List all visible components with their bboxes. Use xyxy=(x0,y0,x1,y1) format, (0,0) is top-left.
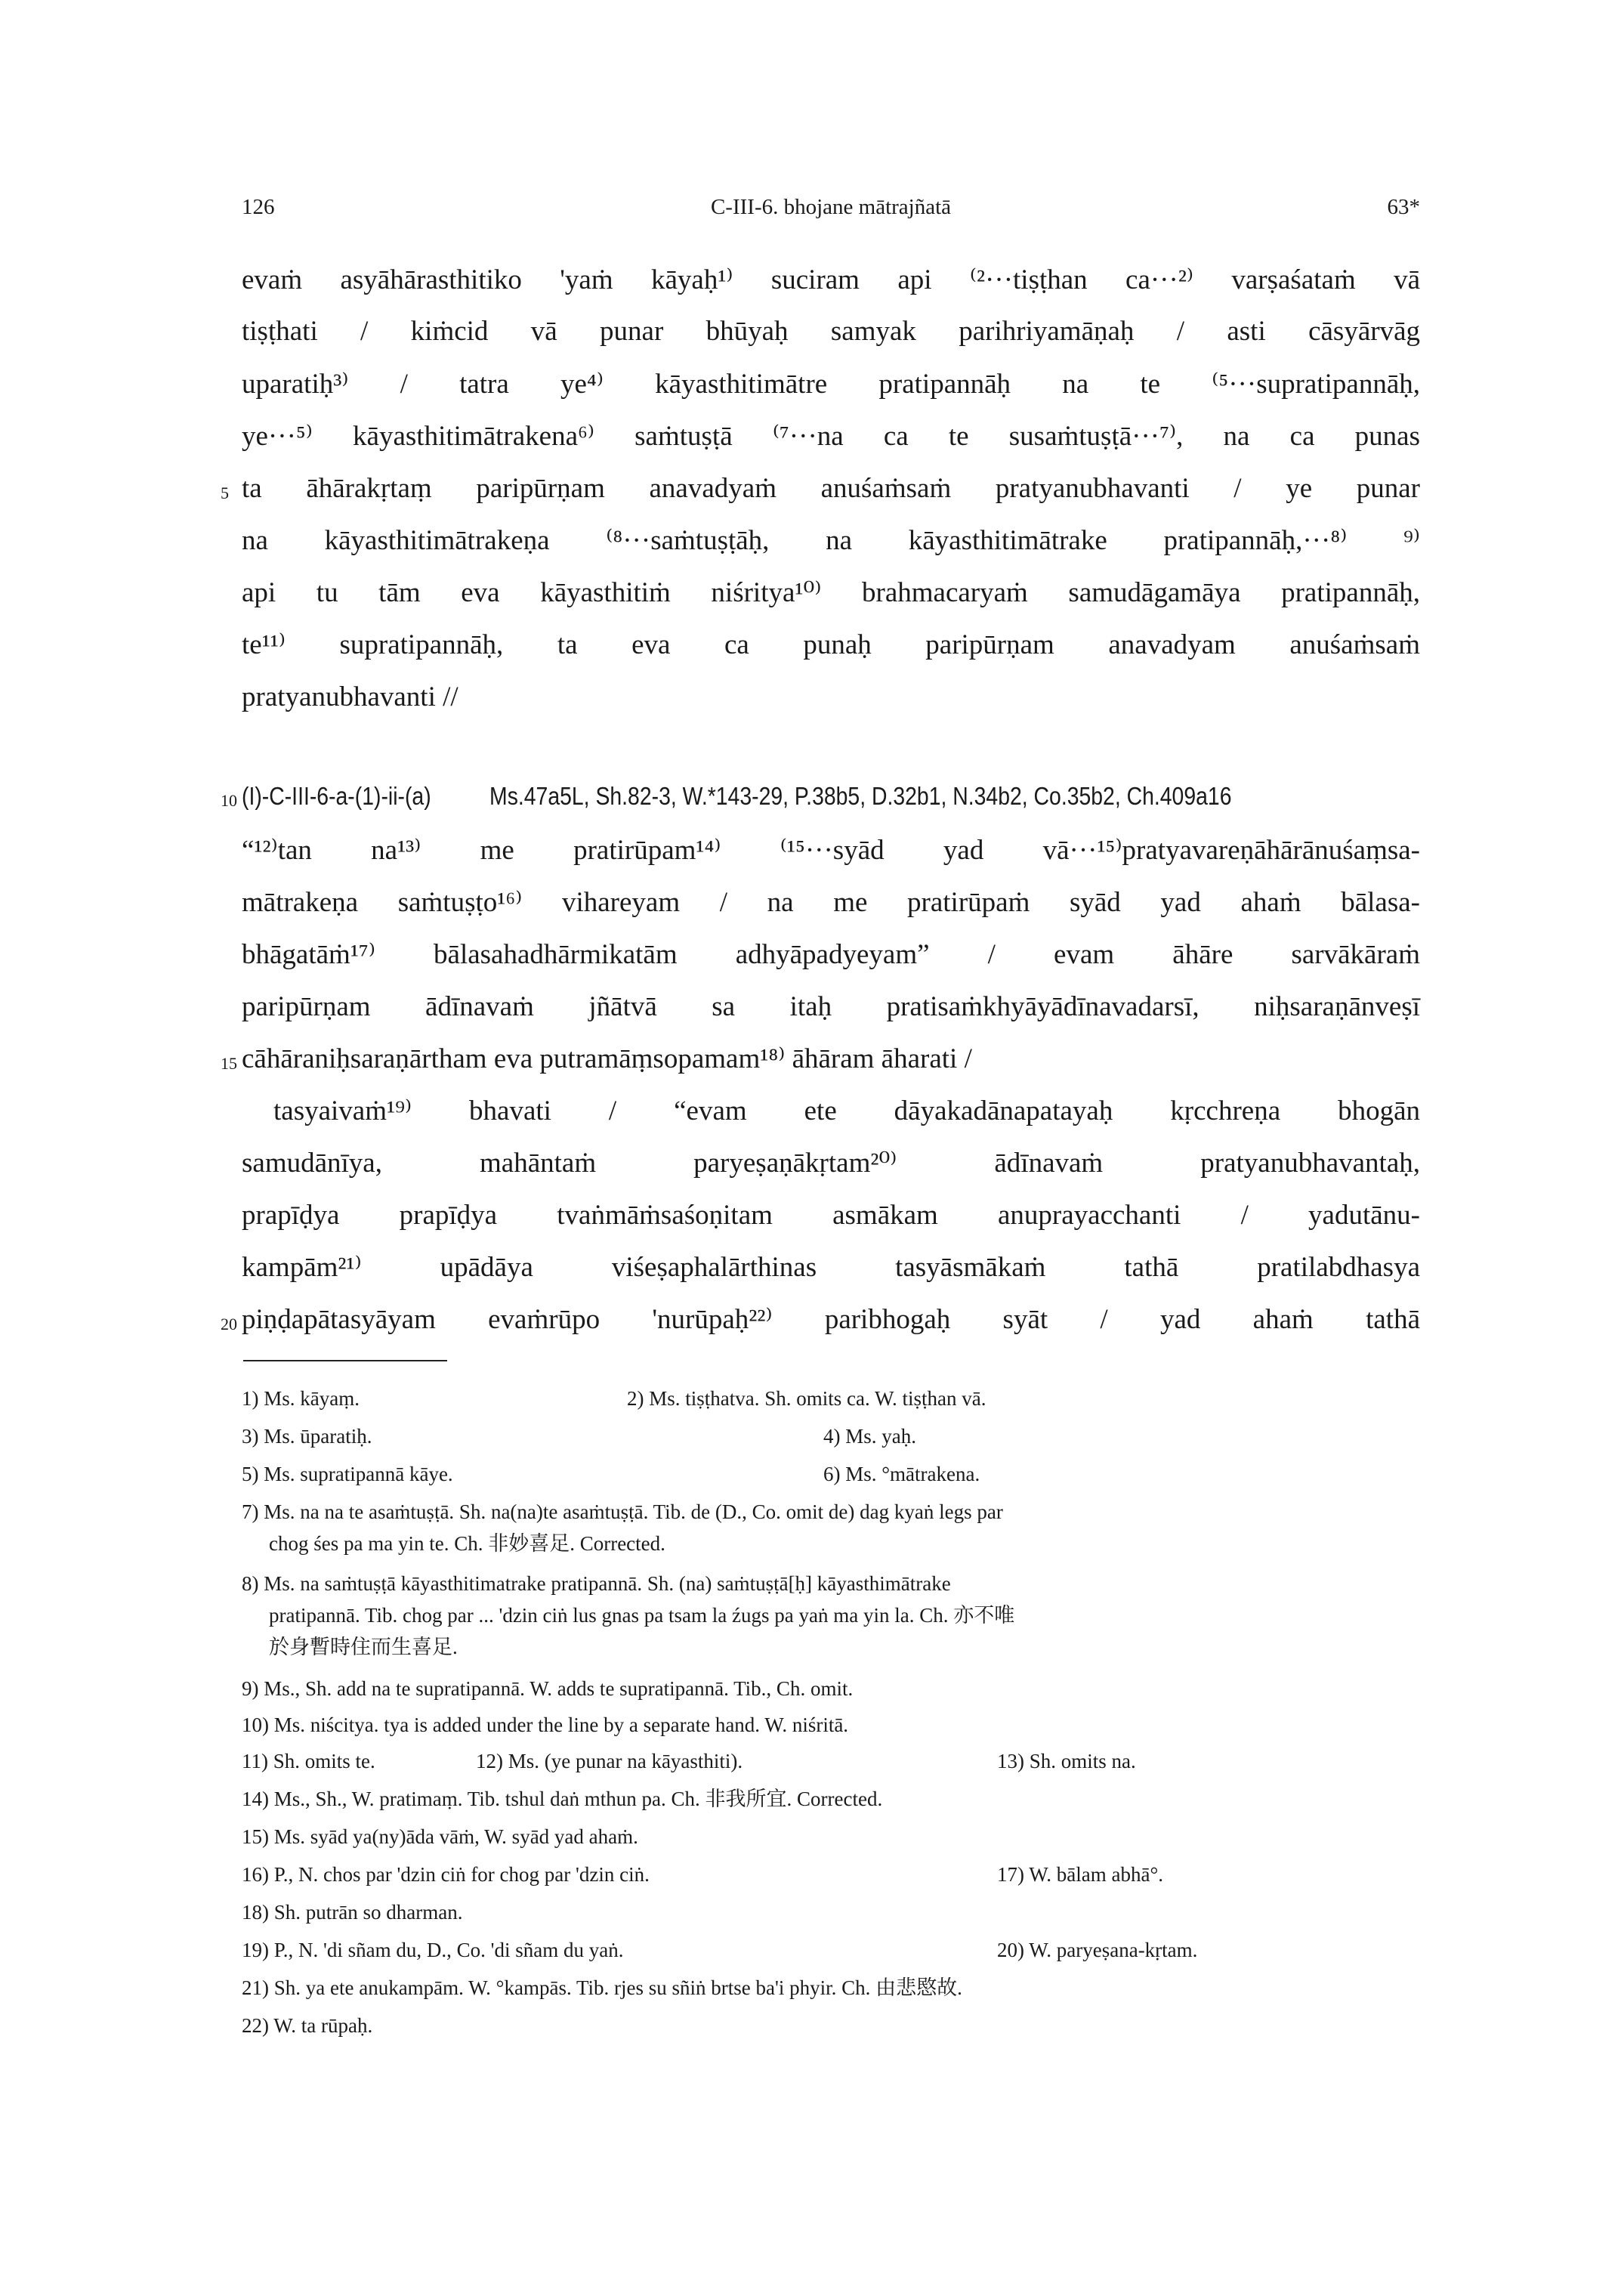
footnote: 1) Ms. kāyaṃ. xyxy=(242,1387,360,1410)
text-line: te¹¹⁾ supratipannāḥ, ta eva ca punaḥ paripūrṇam anavadyam anuśaṁsaṁ xyxy=(242,629,1420,660)
text-line: evaṁ asyāhārasthitiko 'yaṁ kāyaḥ¹⁾ suciram api ⁽²···tiṣṭhan ca···²⁾ varṣaśataṁ vā xyxy=(242,264,1420,295)
running-header xyxy=(242,195,1420,225)
footnote: 20) W. paryeṣana-kṛtam. xyxy=(997,1939,1198,1961)
text-line: prapīḍya prapīḍya tvaṅmāṁsaśoṇitam asmākam anuprayacchanti / yadutānu- xyxy=(242,1200,1420,1231)
footnote: 15) Ms. syād ya(ny)āda vāṁ, W. syād yad ahaṁ. xyxy=(242,1825,638,1848)
footnote: 5) Ms. supratipannā kāye. xyxy=(242,1463,453,1485)
manuscript-references: Ms.47a5L, Sh.82-3, W.*143-29, P.38b5, D.32b1, N.34b2, Co.35b2, Ch.409a16 xyxy=(489,782,1232,810)
text-line: ta āhārakṛtaṃ paripūrṇam anavadyaṁ anuśaṁsaṁ pratyanubhavanti / ye punar xyxy=(242,473,1420,504)
footnote: 9) Ms., Sh. add na te supratipannā. W. adds te supratipannā. Tib., Ch. omit. xyxy=(242,1677,854,1700)
text-line: tiṣṭhati / kiṁcid vā punar bhūyaḥ samyak parihriyamāṇaḥ / asti cāsyārvāg xyxy=(242,316,1420,347)
text-line: paripūrṇam ādīnavaṁ jñātvā sa itaḥ pratisaṁkhyāyādīnavadarsī, niḥsaraṇānveṣī xyxy=(242,991,1420,1022)
text-line: samudānīya, mahāntaṁ paryeṣaṇākṛtam²⁰⁾ ādīnavaṁ pratyanubhavantaḥ, xyxy=(242,1148,1420,1179)
line-number: 15 xyxy=(221,1054,237,1073)
footnote: 21) Sh. ya ete anukampām. W. °kampās. Tib. rjes su sñiṅ brtse ba'i phyir. Ch. 由悲愍故. xyxy=(242,1976,962,1999)
section-heading xyxy=(242,782,1255,811)
text-line: bhāgatāṁ¹⁷⁾ bālasahadhārmikatām adhyāpadyeyam” / evam āhāre sarvākāraṁ xyxy=(242,939,1420,970)
footnote: 14) Ms., Sh., W. pratimaṃ. Tib. tshul daṅ mthun pa. Ch. 非我所宜. Corrected. xyxy=(242,1788,883,1810)
footnote: 6) Ms. °mātrakena. xyxy=(823,1463,980,1485)
line-number: 5 xyxy=(221,484,229,502)
footnote: 3) Ms. ūparatiḥ. xyxy=(242,1425,372,1448)
text-line: uparatiḥ³⁾ / tatra ye⁴⁾ kāyasthitimātre pratipannāḥ na te ⁽⁵···supratipannāḥ, xyxy=(242,369,1420,400)
text-line: mātrakeṇa saṁtuṣṭo¹⁶⁾ vihareyam / na me pratirūpaṁ syād yad ahaṁ bālasa- xyxy=(242,887,1420,918)
section-id: (I)-C-III-6-a-(1)-ii-(a) xyxy=(242,782,431,810)
footnote: 16) P., N. chos par 'dzin ciṅ for chog par 'dzin ciṅ. xyxy=(242,1863,650,1886)
footnote: 12) Ms. (ye punar na kāyasthiti). xyxy=(476,1750,743,1772)
text-line: api tu tām eva kāyasthitiṁ niśritya¹⁰⁾ brahmacaryaṁ samudāgamāya pratipannāḥ, xyxy=(242,577,1420,608)
footnote: 2) Ms. tiṣṭhatva. Sh. omits ca. W. tiṣṭhan vā. xyxy=(627,1387,986,1410)
footnote: 17) W. bālam abhā°. xyxy=(997,1863,1163,1886)
text-line: piṇḍapātasyāyam evaṁrūpo 'nurūpaḥ²²⁾ paribhogaḥ syāt / yad ahaṁ tathā xyxy=(242,1304,1420,1335)
footnote-continuation: pratipannā. Tib. chog par ... 'dzin ciṅ lus gnas pa tsam la źugs pa yaṅ ma yin la. Ch. 亦不唯 xyxy=(269,1604,1015,1627)
footnote: 19) P., N. 'di sñam du, D., Co. 'di sñam du yaṅ. xyxy=(242,1939,624,1961)
text-line: pratyanubhavanti // xyxy=(242,681,458,712)
footnote-rule xyxy=(243,1360,447,1361)
text-line: cāhāraniḥsaraṇārtham eva putramāṃsopamam¹⁸⁾ āhāram āharati / xyxy=(242,1043,972,1074)
footnote-continuation: 於身暫時住而生喜足. xyxy=(269,1636,458,1658)
text-line: kampām²¹⁾ upādāya viśeṣaphalārthinas tasyāsmākaṁ tathā pratilabdhasya xyxy=(242,1252,1420,1283)
line-number: 20 xyxy=(221,1315,237,1333)
footnote: 11) Sh. omits te. xyxy=(242,1750,375,1772)
text-line: na kāyasthitimātrakeṇa ⁽⁸···saṁtuṣṭāḥ, na kāyasthitimātrake pratipannāḥ,···⁸⁾ ⁹⁾ xyxy=(242,525,1420,556)
page-number: 126 xyxy=(242,195,275,219)
footnote: 4) Ms. yaḥ. xyxy=(823,1425,916,1448)
footnote: 13) Sh. omits na. xyxy=(997,1750,1136,1772)
text-line: ye···⁵⁾ kāyasthitimātrakena⁶⁾ saṁtuṣṭā ⁽⁷···na ca te susaṁtuṣṭā···⁷⁾, na ca punas xyxy=(242,421,1420,452)
footnote: 10) Ms. niścitya. tya is added under the line by a separate hand. W. niśritā. xyxy=(242,1714,849,1736)
page-code: 63* xyxy=(1387,195,1420,219)
running-title: C-III-6. bhojane mātrajñatā xyxy=(710,195,952,219)
footnote: 7) Ms. na na te asaṁtuṣṭā. Sh. na(na)te asaṁtuṣṭā. Tib. de (D., Co. omit de) dag kyaṅ legs par xyxy=(242,1500,1003,1523)
text-line: “¹²⁾tan na¹³⁾ me pratirūpam¹⁴⁾ ⁽¹⁵···syād yad vā···¹⁵⁾pratyavareṇāhārānuśaṃsa- xyxy=(242,835,1420,866)
footnote: 18) Sh. putrān so dharman. xyxy=(242,1901,463,1924)
line-number: 10 xyxy=(221,791,237,810)
footnote-continuation: chog śes pa ma yin te. Ch. 非妙喜足. Corrected. xyxy=(269,1532,665,1555)
footnote: 22) W. ta rūpaḥ. xyxy=(242,2014,373,2037)
text-line: tasyaivaṁ¹⁹⁾ bhavati / “evam ete dāyakadānapatayaḥ kṛcchreṇa bhogān xyxy=(273,1095,1420,1126)
footnote: 8) Ms. na saṁtuṣṭā kāyasthitimatrake pratipannā. Sh. (na) saṁtuṣṭā[ḥ] kāyasthimātrake xyxy=(242,1572,951,1595)
